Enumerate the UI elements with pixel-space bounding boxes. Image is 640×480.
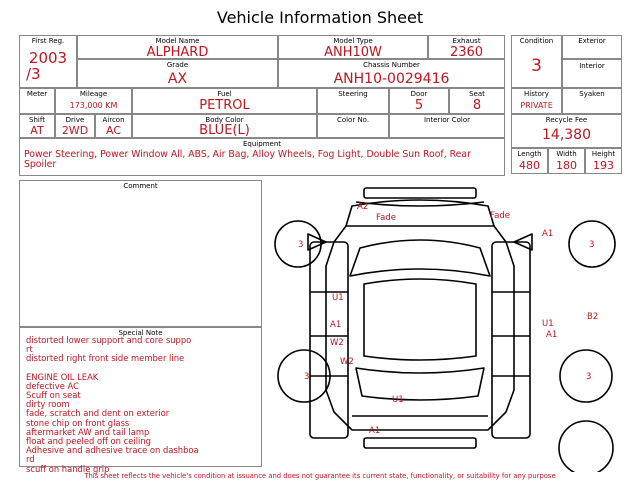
grade-label: Grade [166,61,189,69]
chassis-label: Chassis Number [363,61,420,69]
length-value: 480 [519,159,540,172]
right-door-lines [492,292,530,376]
note-line: Scuff on seat [26,390,81,401]
note-line: float and peeled off on ceiling [26,436,151,447]
mark-wheel-front-right: 3 [589,240,595,250]
roof-outline [364,279,476,360]
rear-window-outline [356,368,484,400]
aircon-cell [95,114,132,138]
model-name-cell [77,35,278,59]
syaken-label: Syaken [579,90,605,98]
recycle-fee-value: 14,380 [542,127,591,143]
color-no-label: Color No. [336,116,370,124]
front-bumper-outline [364,188,476,198]
note-line: dirty room [26,399,70,410]
note-line: rt [26,344,33,355]
special-note-label: Special Note [118,329,163,337]
mark-a1-front-right: A1 [542,229,554,239]
door-value: 5 [414,98,424,113]
door-label: Door [410,90,428,98]
interior-cell [562,59,622,88]
mark-fade-left: Fade [376,213,396,223]
note-line: ENGINE OIL LEAK [26,371,99,382]
fuel-value: PETROL [199,98,250,113]
exhaust-value: 2360 [449,45,484,60]
comment-label: Comment [123,182,158,190]
right-side-outline [492,242,530,438]
drive-cell [55,114,95,138]
fuel-label: Fuel [217,90,232,98]
model-type-value: ANH10W [324,45,382,60]
length-cell [511,148,548,174]
width-value: 180 [556,159,577,172]
exterior-cell [562,35,622,59]
note-line: distorted right front side member line [26,353,185,364]
meter-cell [19,88,55,114]
chassis-cell [278,59,505,88]
chassis-value: ANH10-0029416 [333,71,450,87]
comment-box [19,180,262,327]
condition-cell [511,35,562,88]
sheet-title: Vehicle Information Sheet [216,8,424,27]
meter-label: Meter [26,90,48,98]
seat-cell [449,88,505,114]
interior-color-label: Interior Color [423,116,471,124]
aircon-value: AC [105,124,121,137]
mileage-value: 173,000 KM [69,101,118,110]
mark-b2-right: B2 [587,312,599,322]
fuel-cell [132,88,317,114]
recycle-fee-cell [511,114,622,148]
note-line: Adhesive and adhesive trace on dashboa [26,445,199,456]
height-label: Height [591,150,616,158]
seat-value: 8 [472,98,482,113]
note-line: scuff on handle grip [26,463,110,474]
history-cell [511,88,562,114]
drive-label: Drive [65,116,85,124]
mileage-cell [55,88,132,114]
spare-wheel [559,421,613,472]
recycle-fee-label: Recycle Fee [545,116,588,124]
mark-u1-left: U1 [332,293,344,303]
mark-w2-left: W2 [330,338,344,348]
height-value: 193 [593,159,614,172]
steering-label: Steering [338,90,368,98]
steering-cell [317,88,389,114]
history-value: PRIVATE [520,101,553,110]
model-name-value: ALPHARD [146,45,209,60]
body-color-label: Body Color [205,116,244,124]
mark-u1-right: U1 [542,319,554,329]
equipment-text: Power Steering, Power Window All, ABS, Air Bag, Alloy Wheels, Fog Light, Double Sun Roof, Rear Spoiler [24,149,471,170]
exhaust-label: Exhaust [452,37,481,45]
note-line: stone chip on front glass [26,417,130,428]
note-line: aftermarket AW and tail lamp [26,426,150,437]
grade-value: AX [167,71,188,87]
aircon-label: Aircon [102,116,125,124]
interior-label: Interior [579,62,605,70]
mark-fade-right: Fade [490,211,510,221]
length-label: Length [517,150,542,158]
model-type-cell [278,35,428,59]
note-line: rd [26,454,35,465]
shift-label: Shift [29,116,45,124]
door-cell [389,88,449,114]
color-no-cell [317,114,389,138]
exhaust-cell [428,35,505,59]
rear-bumper-outline [364,438,476,448]
mark-wheel-rear-left: 3 [304,372,310,382]
note-line: distorted lower support and core suppo [26,335,192,345]
car-damage-diagram [268,180,640,472]
shift-cell [19,114,55,138]
mark-wheel-front-left: 3 [298,240,304,250]
seat-label: Seat [469,90,485,98]
body-color-cell [132,114,317,138]
first-reg-year: 2003 [28,49,68,67]
first-reg-cell [19,35,77,88]
shift-value: AT [30,124,44,137]
model-name-label: Model Name [155,37,200,45]
drive-value: 2WD [61,124,89,137]
height-cell [585,148,622,174]
disclaimer: This sheet reflects the vehicle's condition at issuance and does not guarantee its current state, functionality, or suitability for any purpose [84,472,556,480]
exterior-label: Exterior [578,37,606,45]
width-label: Width [556,150,577,158]
equipment-label: Equipment [243,140,281,148]
special-note-list [26,336,266,474]
mark-u1-rear: U1 [392,395,404,405]
first-reg-label: First Reg. [31,37,65,45]
mark-wheel-rear-right: 3 [586,372,592,382]
history-label: History [524,90,549,98]
syaken-cell [562,88,622,114]
first-reg-month: /3 [26,65,41,83]
body-color-value: BLUE(L) [199,123,250,138]
width-cell [548,148,585,174]
note-line: fade, scratch and dent on exterior [26,408,170,419]
condition-label: Condition [519,37,554,45]
mark-a1-left: A1 [330,320,342,330]
note-line: defective AC [26,380,79,391]
grade-cell [77,59,278,88]
windshield-outline [350,240,490,276]
mark-a1-rear: A1 [369,426,381,436]
mark-w2-left-lower: W2 [340,357,354,367]
mark-a1-right: A1 [546,330,558,340]
model-type-label: Model Type [333,37,373,45]
interior-color-cell [389,114,505,138]
mark-a2: A2 [357,202,369,212]
mileage-label: Mileage [79,90,108,98]
condition-value: 3 [531,56,542,76]
